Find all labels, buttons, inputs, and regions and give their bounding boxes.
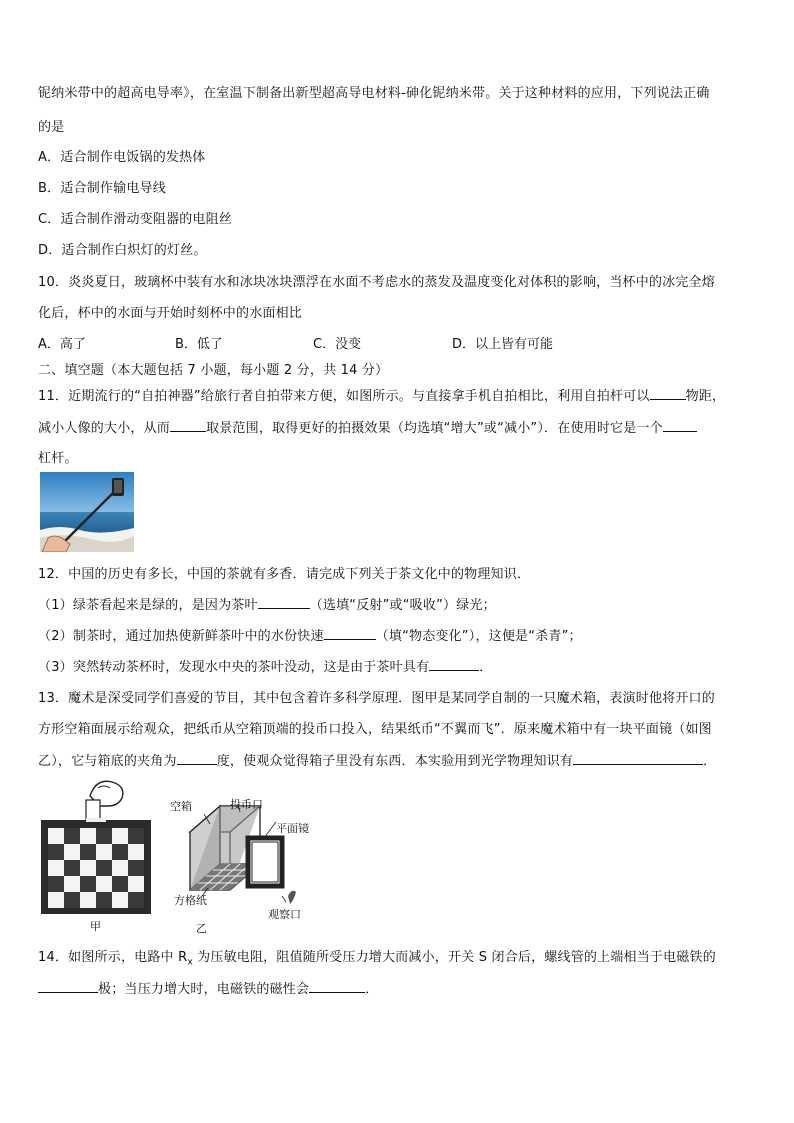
q14-line1 (38, 946, 716, 968)
q10-option-d: D．以上皆有可能 (452, 337, 554, 352)
label-observation-window: 观察口 (268, 908, 301, 921)
q12-text-2a: （2）制茶时，通过加热使新鲜茶叶中的水份快速 (38, 629, 324, 644)
q12-text-2b: （填“物态变化”），这便是“杀青”； (375, 629, 582, 644)
checker-square (128, 844, 144, 860)
q10-stem-line1: 10．炎炎夏日，玻璃杯中装有水和冰块冰块漂浮在水面不考虑水的蒸发及温度变化对体积的影响，当杯中的冰完全熔 (38, 275, 715, 290)
q14-text-1a: 14．如图所示，电路中 R (38, 950, 188, 965)
q10-option-b: B．低了 (175, 337, 223, 352)
magic-box-figure-jia (38, 776, 156, 936)
checker-square (80, 828, 96, 844)
figure-label-jia: 甲 (90, 920, 101, 933)
q10-options (38, 333, 553, 352)
label-grid-paper: 方格纸 (174, 894, 207, 907)
q11-line1 (38, 385, 725, 404)
q9-option-c: C．适合制作滑动变阻器的电阻丝 (38, 212, 233, 227)
q14-text-2a: 极；当压力增大时，电磁铁的磁性会 (98, 982, 310, 997)
q11-text-2b: 取景范围，取得更好的拍摄效果（均选填“增大”或“减小”）．在使用时它是一个 (206, 421, 663, 436)
checker-square (48, 860, 64, 876)
checker-square (112, 892, 128, 908)
checker-square (96, 876, 112, 892)
q12-part2 (38, 625, 582, 644)
q11-text-1a: 11．近期流行的“自拍神器”给旅行者自拍带来方便，如图所示。与直接拿手机自拍相比，利用自拍杆可以 (38, 389, 650, 404)
q13-text-3c: ． (703, 754, 717, 769)
q10-option-c: C．没变 (313, 337, 362, 352)
q11-blank-1 (650, 387, 686, 400)
q14-subscript: x (187, 957, 193, 968)
q11-text-2a: 减小人像的大小，从而 (38, 421, 171, 436)
q11-line3: 杠杆。 (38, 451, 78, 466)
q13-line2: 方形空箱面展示给观众，把纸币从空箱顶端的投币口投入，结果纸币“不翼而飞”．原来魔术箱中有一块平面镜（如图 (38, 722, 712, 737)
q13-text-3a: 乙），它与箱底的夹角为 (38, 754, 177, 769)
label-plane-mirror: 平面镜 (276, 822, 309, 835)
q12-blank-3 (429, 658, 479, 671)
q12-text-1b: （选填“反射”或“吸收”）绿光； (309, 598, 496, 613)
q12-part1 (38, 594, 496, 613)
checker-square (64, 844, 80, 860)
q12-blank-2 (324, 627, 376, 640)
q9-stem-line2: 的是 (38, 120, 65, 135)
q9-option-b: B．适合制作输电导线 (38, 181, 166, 196)
checker-square (112, 860, 128, 876)
q9-option-a: A．适合制作电饭锅的发热体 (38, 150, 206, 165)
q14-text-2b: ． (365, 982, 379, 997)
checker-square (96, 844, 112, 860)
checker-square (112, 828, 128, 844)
figure-label-yi: 乙 (196, 922, 207, 935)
q12-blank-1 (258, 596, 310, 609)
q14-blank-1 (38, 980, 98, 993)
q14-line2 (38, 978, 378, 997)
q9-stem-line1: 铌纳米带中的超高电导率》，在室温下制备出新型超高导电材料-砷化铌纳米带。关于这种材料的应用，下列说法正确 (38, 86, 710, 101)
q14-text-1b: 为压敏电阻，阻值随所受压力增大而减小，开关 S 闭合后，螺线管的上端相当于电磁铁的 (192, 950, 716, 965)
label-coin-slot: 投币口 (230, 798, 263, 811)
q11-blank-3 (663, 419, 697, 432)
q11-line2 (38, 417, 697, 436)
q12-text-3b: ． (479, 660, 493, 675)
checker-square (80, 892, 96, 908)
section-fill-in-heading: 二、填空题（本大题包括 7 小题，每小题 2 分，共 14 分） (38, 363, 389, 378)
checker-square (48, 828, 64, 844)
q13-line3 (38, 750, 716, 769)
q12-text-1a: （1）绿茶看起来是绿的，是因为茶叶 (38, 598, 258, 613)
q11-text-1b: 物距， (685, 389, 726, 404)
q12-stem: 12．中国的历史有多长，中国的茶就有多香．请完成下列关于茶文化中的物理知识． (38, 567, 531, 582)
checker-square (64, 876, 80, 892)
magic-box-figure-yi (168, 792, 318, 936)
q12-text-3a: （3）突然转动茶杯时，发现水中央的茶叶没动，这是由于茶叶具有 (38, 660, 430, 675)
q10-option-a: A．高了 (38, 337, 86, 352)
q14-blank-2 (309, 980, 365, 993)
q13-text-3b: 度，使观众觉得箱子里没有东西．本实验用到光学物理知识有 (216, 754, 574, 769)
q13-blank-1 (177, 752, 217, 765)
selfie-stick-image (40, 472, 134, 552)
label-empty-box: 空箱 (170, 800, 192, 813)
q13-blank-2 (573, 752, 703, 765)
q10-stem-line2: 化后，杯中的水面与开始时刻杯中的水面相比 (38, 306, 303, 321)
checker-square (128, 876, 144, 892)
checker-square (48, 892, 64, 908)
q9-option-d: D．适合制作白炽灯的灯丝。 (38, 243, 207, 258)
q12-part3 (38, 656, 492, 675)
checker-square (80, 860, 96, 876)
q13-line1: 13．魔术是深受同学们喜爱的节目，其中包含着许多科学原理．图甲是某同学自制的一只魔术箱，表演时他将开口的 (38, 691, 715, 706)
q11-blank-2 (170, 419, 206, 432)
